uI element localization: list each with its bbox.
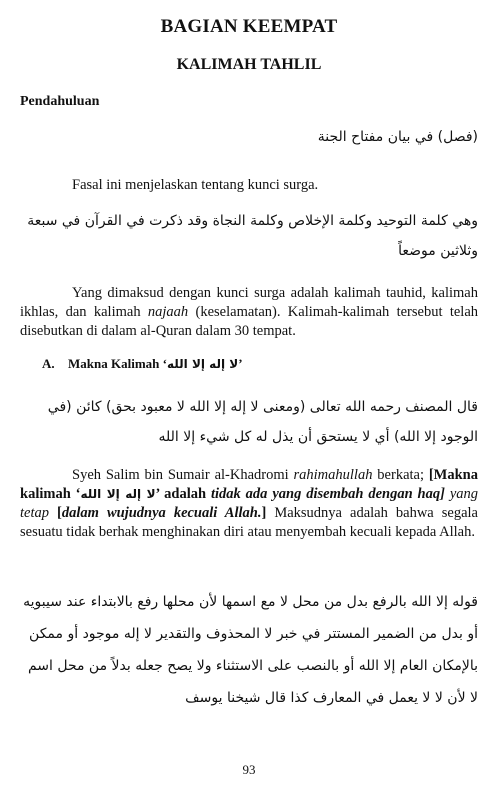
latin-text: Yang dimaksud dengan kunci surga adalah kalimah tauhid, kalimah ikhlas, dan kalimah — [20, 285, 478, 320]
page-number: 93 — [242, 762, 256, 777]
section-heading-intro: Pendahuluan — [20, 94, 100, 109]
bold-text: ] — [261, 505, 267, 521]
latin-italic-term: najaah — [147, 304, 189, 320]
arabic-text-4: قوله إلا الله بالرفع بدل من محل لا مع اسمها لأن محلها رفع بالابتداء عند سيبويه أو بدل من الضمير المستتر في خبر لا المحذوف والتقدير لا إله موجود أو ممكن بالإمكان العام إلا الله أو بالنصب على الاستثناء ولا يصح جعله بدلاً من محل اسم لا لأن لا لا يعمل في المعارف كذا قال شيخنا يوسف — [23, 594, 478, 706]
italic-text: yang tetap — [20, 486, 479, 521]
bold-arabic-text: لا إله إلا الله — [80, 487, 156, 501]
latin-italic-term: rahimahullah — [293, 467, 373, 483]
bold-text: ’ adalah — [155, 486, 211, 502]
chapter-title: BAGIAN KEEMPAT — [160, 16, 338, 37]
subsection-title-arabic: لا إله إلا الله — [166, 357, 239, 371]
chapter-subtitle: KALIMAH TAHLIL — [176, 56, 322, 73]
arabic-text-3: قال المصنف رحمه الله تعالى (ومعنى لا إله إلا الله لا معبود بحق) كائن (في الوجود إلا الله) أي لا يستحق أن يذل له كل شيء إلا الله — [47, 399, 478, 445]
arabic-text-2: وهي كلمة التوحيد وكلمة الإخلاص وكلمة النجاة وقد ذكرت في القرآن في سبعة وثلاثين موضعاً — [27, 213, 478, 259]
subsection-title: Makna Kalimah ‘ — [68, 356, 167, 371]
latin-paragraph-2 — [20, 284, 478, 341]
bold-text: [ — [57, 505, 62, 521]
subsection-letter: A. — [42, 356, 55, 371]
subsection-title-close: ’ — [238, 356, 243, 371]
arabic-text-1: (فصل) في بيان مفتاح الجنة — [317, 129, 478, 145]
latin-text: Syeh Salim bin Sumair al-Khadromi — [72, 467, 294, 483]
subsection-heading-a — [42, 356, 243, 372]
latin-text: berkata; — [372, 467, 424, 483]
bold-italic-text: dalam wujudnya kecuali Allah. — [61, 505, 262, 521]
bold-text: [Makna kalimah ‘ — [20, 467, 478, 502]
latin-text: Maksudnya adalah bahwa segala sesuatu tidak berhak menghinakan diri atau menyembah kecuali kepada Allah. — [20, 505, 478, 540]
latin-paragraph-3 — [20, 466, 478, 542]
latin-paragraph-1: Fasal ini menjelaskan tentang kunci surga. — [72, 177, 319, 193]
bold-italic-text: tidak ada yang disembah dengan haq] — [210, 486, 445, 502]
latin-text: (keselamatan). Kalimah-kalimah tersebut telah disebutkan di dalam al-Quran dalam 30 tempat. — [20, 304, 479, 339]
